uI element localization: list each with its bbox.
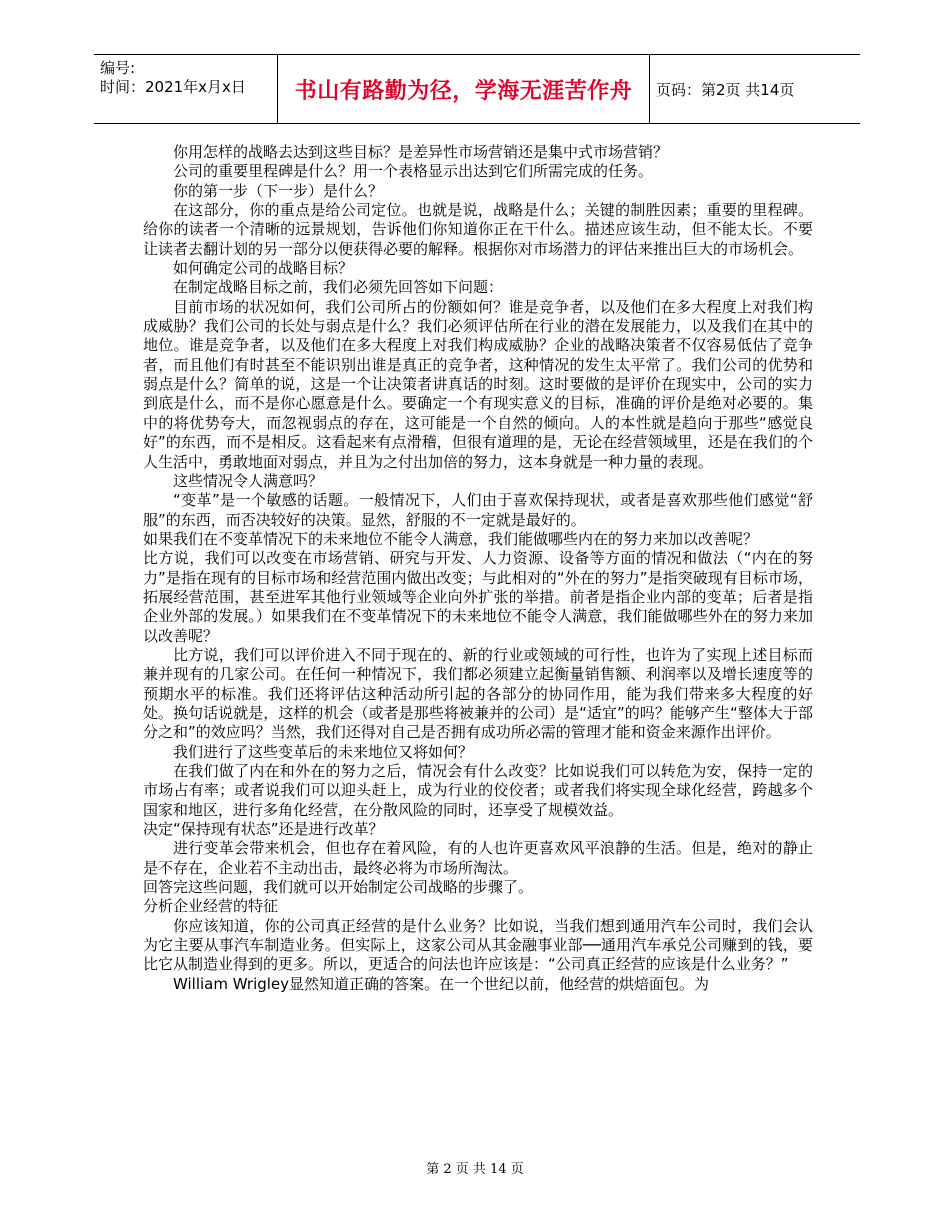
body-paragraph: 你应该知道，你的公司真正经营的是什么业务？比如说，当我们想到通用汽车公司时，我们会认为它主要从事汽车制造业务。但实际上，这家公司从其金融事业部──通用汽车承兑公司赚到的钱，要比它从制造业得到的更多。所以，更适合的问法也许应该是：“公司真正经营的应该是什么业务？” xyxy=(143,916,813,974)
page-footer: 第 2 页 共 14 页 xyxy=(426,1162,524,1177)
body-paragraph: 如果我们在不变革情况下的未来地位不能令人满意，我们能做哪些内在的努力来加以改善呢？ xyxy=(143,529,759,548)
document-time-label: 时间：2021年x月x日 xyxy=(100,78,246,96)
body-paragraph: 在制定战略目标之前，我们必须先回答如下问题： xyxy=(173,278,504,297)
body-paragraph: 我们进行了这些变革后的未来地位又将如何？ xyxy=(173,742,474,761)
body-paragraph: “变革”是一个敏感的话题。一般情况下，人们由于喜欢保持现状，或者是喜欢那些他们感觉“舒服”的东西，而否决较好的决策。显然，舒服的不一定就是最好的。 xyxy=(143,491,813,529)
body-paragraph: 分析企业经营的特征 xyxy=(143,897,279,916)
body-paragraph: 在这部分，你的重点是给公司定位。也就是说，战略是什么；关键的制胜因素；重要的里程碑。给你的读者一个清晰的远景规划，告诉他们你知道你正在干什么。描述应该生动，但不能太长。不要让读者去翻计划的另一部分以便获得必要的解释。根据你对市场潜力的评估来推出巨大的市场机会。 xyxy=(143,201,813,258)
body-paragraph: 你的第一步（下一步）是什么？ xyxy=(173,181,384,200)
header-page-info: 页码：第2页 共14页 xyxy=(656,80,795,99)
header-motto: 书山有路勤为径，学海无涯苦作舟 xyxy=(294,78,633,104)
body-paragraph: 决定“保持现有状态”还是进行改革？ xyxy=(143,820,384,839)
body-paragraph: 进行变革会带来机会，但也存在着风险，有的人也许更喜欢风平浪静的生活。但是，绝对的静止是不存在，企业若不主动出击，最终必将为市场所淘汰。 xyxy=(143,839,813,877)
body-paragraph: 如何确定公司的战略目标？ xyxy=(173,259,354,278)
body-paragraph: 目前市场的状况如何，我们公司所占的份额如何？谁是竞争者，以及他们在多大程度上对我们构成威胁？我们公司的长处与弱点是什么？我们必须评估所在行业的潜在发展能力，以及我们在其中的地位。谁是竞争者，以及他们在多大程度上对我们构成威胁？企业的战略决策者不仅容易低估了竞争者，而且他们有时甚至不能识别出谁是真正的竞争者，这种情况的发生太平常了。我们公司的优势和弱点是什么？简单的说，这是一个让决策者讲真话的时刻。这时要做的是评价在现实中，公司的实力到底是什么，而不是你心愿意是什么。要确定一个有现实意义的目标，准确的评价是绝对必要的。集中的将优势夸大，而忽视弱点的存在，这可能是一个自然的倾向。人的本性就是趋向于那些“感觉良好”的东西，而不是相反。这看起来有点滑稽，但很有道理的是，无论在经营领域里，还是在我们的个人生活中，勇敢地面对弱点，并且为之付出加倍的努力，这本身就是一种力量的表现。 xyxy=(143,297,813,471)
body-paragraph: 回答完这些问题，我们就可以开始制定公司战略的步骤了。 xyxy=(143,878,534,897)
header-divider xyxy=(649,55,650,123)
body-paragraph: William Wrigley显然知道正确的答案。在一个世纪以前，他经营的烘焙面包。为 xyxy=(173,974,710,993)
document-body xyxy=(143,143,813,994)
body-paragraph: 比方说，我们可以评价进入不同于现在的、新的行业或领域的可行性，也许为了实现上述目标而兼并现有的几家公司。在任何一种情况下，我们都必须建立起衡量销售额、利润率以及增长速度等的预期水平的标准。我们还将评估这种活动所引起的各部分的协同作用，能为我们带来多大程度的好处。换句话说就是，这样的机会（或者是那些将被兼并的公司）是“适宜”的吗？能够产生“整体大于部分之和”的效应吗？当然，我们还得对自己是否拥有成功所必需的管理才能和资金来源作出评价。 xyxy=(143,645,813,742)
body-paragraph: 你用怎样的战略去达到这些目标？是差异性市场营销还是集中式市场营销？ xyxy=(173,143,669,161)
body-paragraph: 在我们做了内在和外在的努力之后，情况会有什么改变？比如说我们可以转危为安，保持一定的市场占有率；或者说我们可以迎头赶上，成为行业的佼佼者；或者我们将实现全球化经营，跨越多个国家和地区，进行多角化经营，在分散风险的同时，还享受了规模效益。 xyxy=(143,762,813,819)
page-header xyxy=(94,54,860,124)
body-paragraph: 这些情况令人满意吗？ xyxy=(173,471,324,490)
body-paragraph: 比方说，我们可以改变在市场营销、研究与开发、人力资源、设备等方面的情况和做法（“内在的努力”是指在现有的目标市场和经营范围内做出改变；与此相对的“外在的努力”是指突破现有目标市场，拓展经营范围，甚至进军其他行业领域等企业向外扩张的举措。前者是指企业内部的变革；后者是指企业外部的发展。）如果我们在不变革情况下的未来地位不能令人满意，我们能做哪些外在的努力来加以改善呢？ xyxy=(143,549,813,645)
document-number-label: 编号: xyxy=(100,59,136,77)
body-paragraph: 公司的重要里程碑是什么？用一个表格显示出达到它们所需完成的任务。 xyxy=(173,162,654,181)
header-meta xyxy=(100,59,280,97)
